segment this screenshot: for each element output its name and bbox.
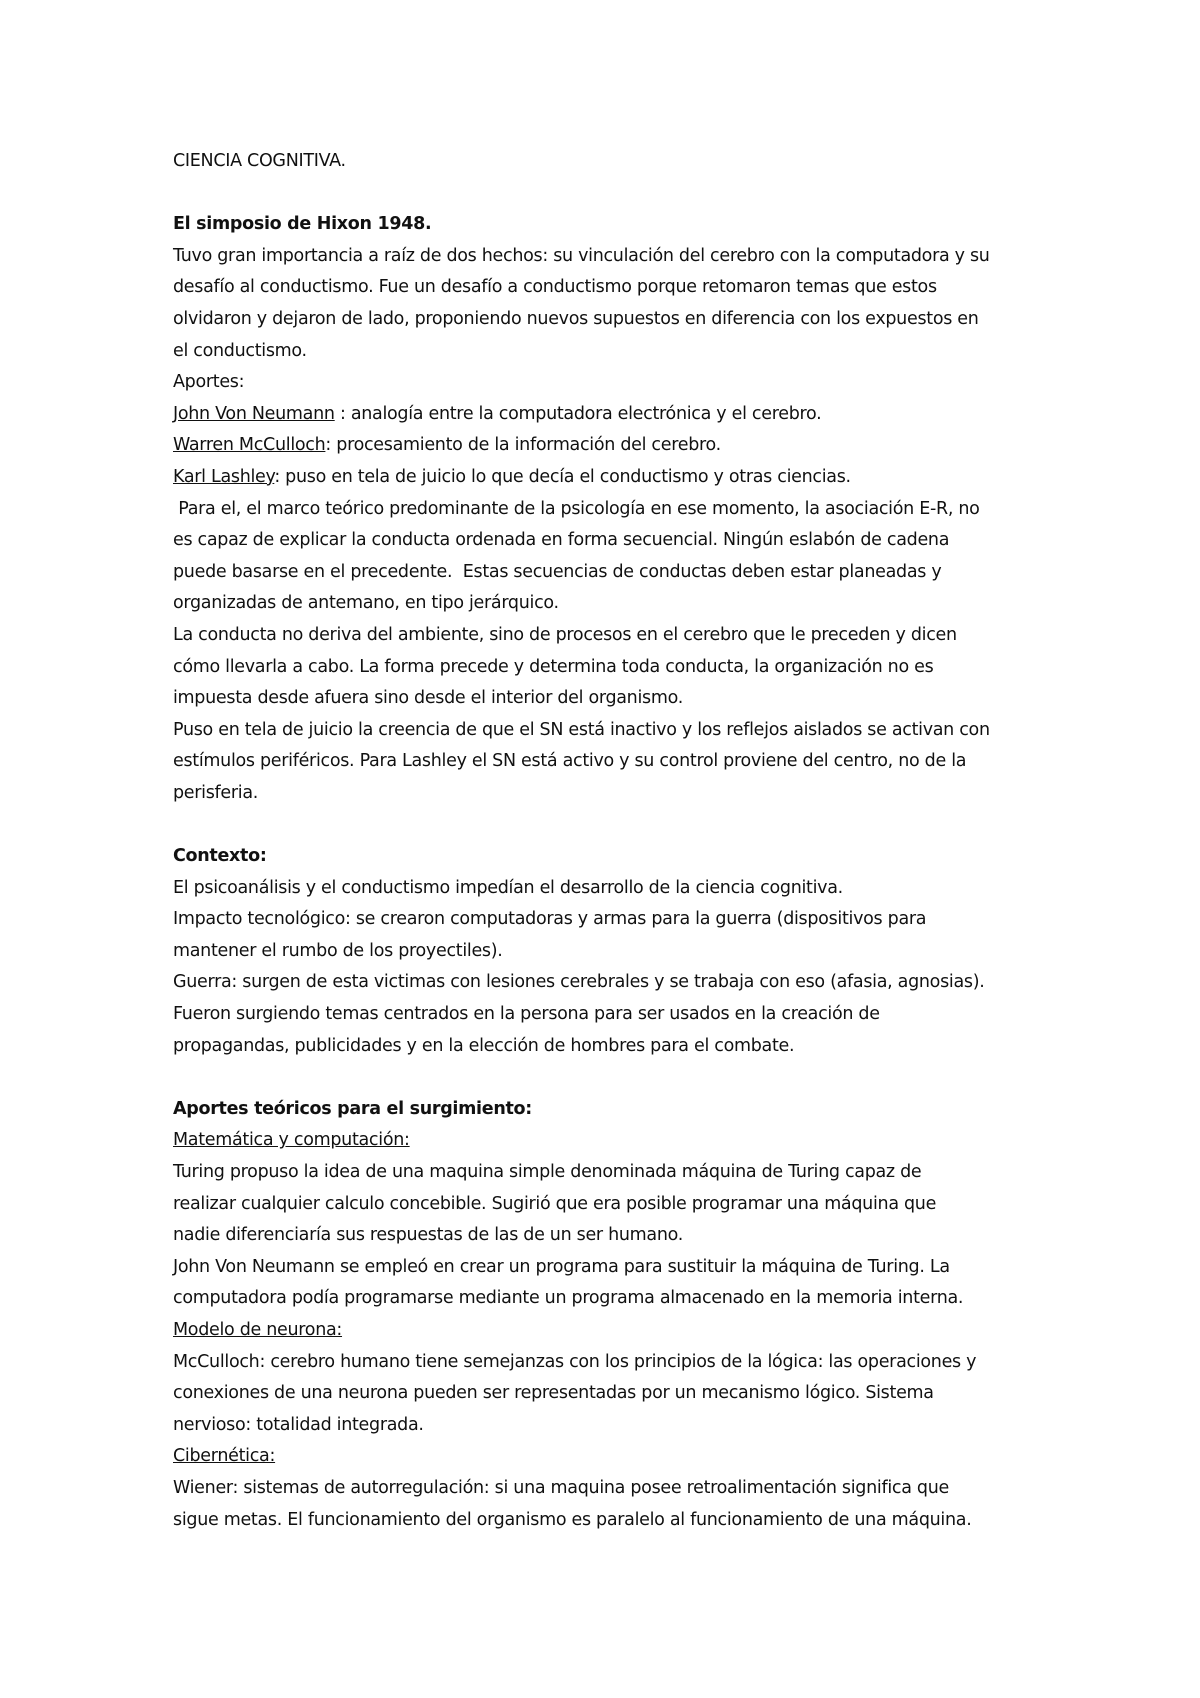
paragraph-line: McCulloch: cerebro humano tiene semejanzas con los principios de la lógica: las operaciones y — [173, 1351, 977, 1372]
paragraph-line: Turing propuso la idea de una maquina simple denominada máquina de Turing capaz de — [173, 1162, 922, 1182]
item-von-neumann — [173, 399, 1053, 431]
paragraph-line: Fueron surgiendo temas centrados en la persona para ser usados en la creación de — [173, 1004, 880, 1025]
name-lashley: Karl Lashley — [173, 466, 275, 487]
paragraph-line: La conducta no deriva del ambiente, sino de procesos en el cerebro que le preceden y dicen — [173, 624, 957, 645]
paragraph-line: cómo llevarla a cabo. La forma precede y determina toda conducta, la organización no es — [173, 656, 934, 677]
paragraph-line: puede basarse en el precedente. Estas secuencias de conductas deben estar planeadas y — [173, 561, 942, 582]
document-body — [173, 146, 1053, 1536]
spacer — [173, 809, 1053, 841]
spacer — [173, 1062, 1053, 1094]
item-lashley — [173, 462, 1053, 494]
document-title: CIENCIA COGNITIVA. — [173, 151, 346, 171]
section-heading-contexto: Contexto: — [173, 846, 267, 867]
paragraph-line: el conductismo. — [173, 340, 307, 361]
section-heading-hixon: El simposio de Hixon 1948. — [173, 214, 432, 235]
paragraph-line: organizadas de antemano, en tipo jerárquico. — [173, 593, 559, 614]
paragraph-line: computadora podía programarse mediante un programa almacenado en la memoria interna. — [173, 1288, 964, 1309]
item-mcculloch — [173, 430, 1053, 462]
paragraph-line: es capaz de explicar la conducta ordenada en forma secuencial. Ningún eslabón de cadena — [173, 530, 950, 551]
paragraph-line: Wiener: sistemas de autorregulación: si una maquina posee retroalimentación significa que — [173, 1477, 949, 1498]
text-von-neumann: : analogía entre la computadora electrónica y el cerebro. — [334, 403, 822, 424]
paragraph-line: perisferia. — [173, 782, 259, 803]
paragraph-line: nervioso: totalidad integrada. — [173, 1414, 424, 1435]
paragraph-line: estímulos periféricos. Para Lashley el SN está activo y su control proviene del centro, no de la — [173, 751, 967, 772]
text-mcculloch: : procesamiento de la información del cerebro. — [325, 435, 721, 456]
paragraph-line: Para el, el marco teórico predominante de la psicología en ese momento, la asociación E-R, no — [173, 498, 980, 519]
paragraph-line: desafío al conductismo. Fue un desafío a conductismo porque retomaron temas que estos — [173, 277, 937, 298]
aportes-label: Aportes: — [173, 372, 245, 393]
subheading-cibernetica: Cibernética: — [173, 1446, 276, 1467]
paragraph-line: sigue metas. El funcionamiento del organismo es paralelo al funcionamiento de una máquina. — [173, 1509, 972, 1530]
paragraph-line: John Von Neumann se empleó en crear un programa para sustituir la máquina de Turing. La — [173, 1256, 950, 1277]
paragraph-line: impuesta desde afuera sino desde el interior del organismo. — [173, 688, 683, 709]
name-von-neumann: John Von Neumann — [173, 403, 335, 424]
paragraph-line: Impacto tecnológico: se crearon computadoras y armas para la guerra (dispositivos para — [173, 909, 927, 930]
paragraph-line: realizar cualquier calculo concebible. Sugirió que era posible programar una máquina que — [173, 1193, 937, 1214]
paragraph-line: Guerra: surgen de esta victimas con lesiones cerebrales y se trabaja con eso (afasia, agnosias). — [173, 972, 985, 993]
spacer — [173, 178, 1053, 210]
subheading-neurona: Modelo de neurona: — [173, 1319, 343, 1340]
paragraph-line: nadie diferenciaría sus respuestas de las de un ser humano. — [173, 1225, 684, 1246]
name-mcculloch: Warren McCulloch — [173, 435, 326, 456]
subheading-matematica: Matemática y computación: — [173, 1130, 410, 1151]
paragraph-line: conexiones de una neurona pueden ser representadas por un mecanismo lógico. Sistema — [173, 1383, 934, 1404]
paragraph-line: Puso en tela de juicio la creencia de que el SN está inactivo y los reflejos aislados se activan con — [173, 719, 990, 740]
paragraph-line: Tuvo gran importancia a raíz de dos hechos: su vinculación del cerebro con la computadora y su — [173, 245, 990, 266]
paragraph-line: El psicoanálisis y el conductismo impedían el desarrollo de la ciencia cognitiva. — [173, 877, 843, 898]
paragraph-line: mantener el rumbo de los proyectiles). — [173, 940, 503, 961]
section-heading-aportes-teoricos: Aportes teóricos para el surgimiento: — [173, 1098, 532, 1119]
paragraph-line: olvidaron y dejaron de lado, proponiendo nuevos supuestos en diferencia con los expuestos en — [173, 308, 979, 329]
paragraph-line: propagandas, publicidades y en la elección de hombres para el combate. — [173, 1035, 795, 1056]
text-lashley: : puso en tela de juicio lo que decía el conductismo y otras ciencias. — [274, 466, 851, 487]
